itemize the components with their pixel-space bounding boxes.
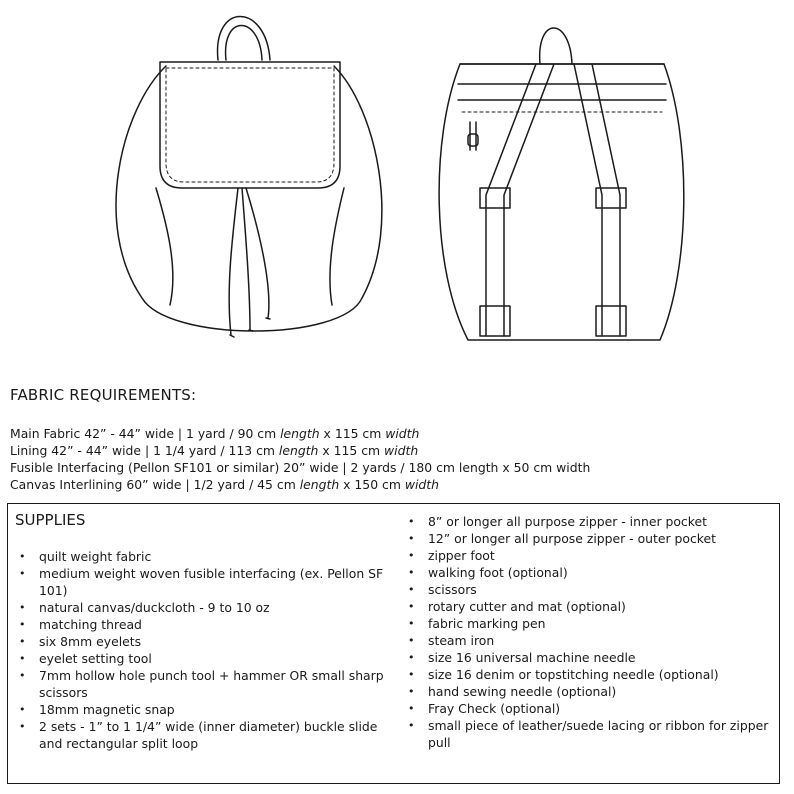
list-item: • 12” or longer all purpose zipper - outer pocket — [406, 530, 776, 547]
list-item: • matching thread — [17, 616, 392, 633]
list-item: • natural canvas/duckcloth - 9 to 10 oz — [17, 599, 392, 616]
list-item: • 18mm magnetic snap — [17, 701, 392, 718]
list-item: • size 16 universal machine needle — [406, 649, 776, 666]
fabric-line-main: Main Fabric 42” - 44” wide | 1 yard / 90 cm length x 115 cm width — [10, 426, 420, 441]
list-item: • fabric marking pen — [406, 615, 776, 632]
list-item: • walking foot (optional) — [406, 564, 776, 581]
list-item: • hand sewing needle (optional) — [406, 683, 776, 700]
list-item: • eyelet setting tool — [17, 650, 392, 667]
list-item: • zipper foot — [406, 547, 776, 564]
backpack-back-illustration — [439, 28, 684, 340]
supplies-list-left — [17, 548, 392, 752]
supplies-title: SUPPLIES — [15, 511, 86, 529]
supplies-box — [7, 503, 780, 784]
list-item: • Fray Check (optional) — [406, 700, 776, 717]
backpack-front-illustration — [116, 17, 382, 338]
list-item: • 2 sets - 1” to 1 1/4” wide (inner diameter) buckle slide and rectangular split loop — [17, 718, 392, 752]
fabric-line-lining: Lining 42” - 44” wide | 1 1/4 yard / 113 cm length x 115 cm width — [10, 443, 419, 458]
list-item: • 8” or longer all purpose zipper - inner pocket — [406, 513, 776, 530]
list-item: • size 16 denim or topstitching needle (optional) — [406, 666, 776, 683]
fabric-line-interlining: Canvas Interlining 60” wide | 1/2 yard / 45 cm length x 150 cm width — [10, 477, 439, 492]
list-item: • 7mm hollow hole punch tool + hammer OR small sharp scissors — [17, 667, 392, 701]
list-item: • medium weight woven fusible interfacing (ex. Pellon SF 101) — [17, 565, 392, 599]
supplies-list-right — [406, 513, 776, 751]
list-item: • small piece of leather/suede lacing or ribbon for zipper pull — [406, 717, 776, 751]
fabric-requirements-title: FABRIC REQUIREMENTS: — [10, 386, 197, 404]
fabric-requirements-list — [10, 425, 590, 493]
list-item: • quilt weight fabric — [17, 548, 392, 565]
backpack-illustrations — [0, 0, 794, 370]
list-item: • six 8mm eyelets — [17, 633, 392, 650]
list-item: • scissors — [406, 581, 776, 598]
fabric-line-interfacing: Fusible Interfacing (Pellon SF101 or similar) 20” wide | 2 yards / 180 cm length x 50 cm width — [10, 460, 591, 475]
list-item: • steam iron — [406, 632, 776, 649]
list-item: • rotary cutter and mat (optional) — [406, 598, 776, 615]
